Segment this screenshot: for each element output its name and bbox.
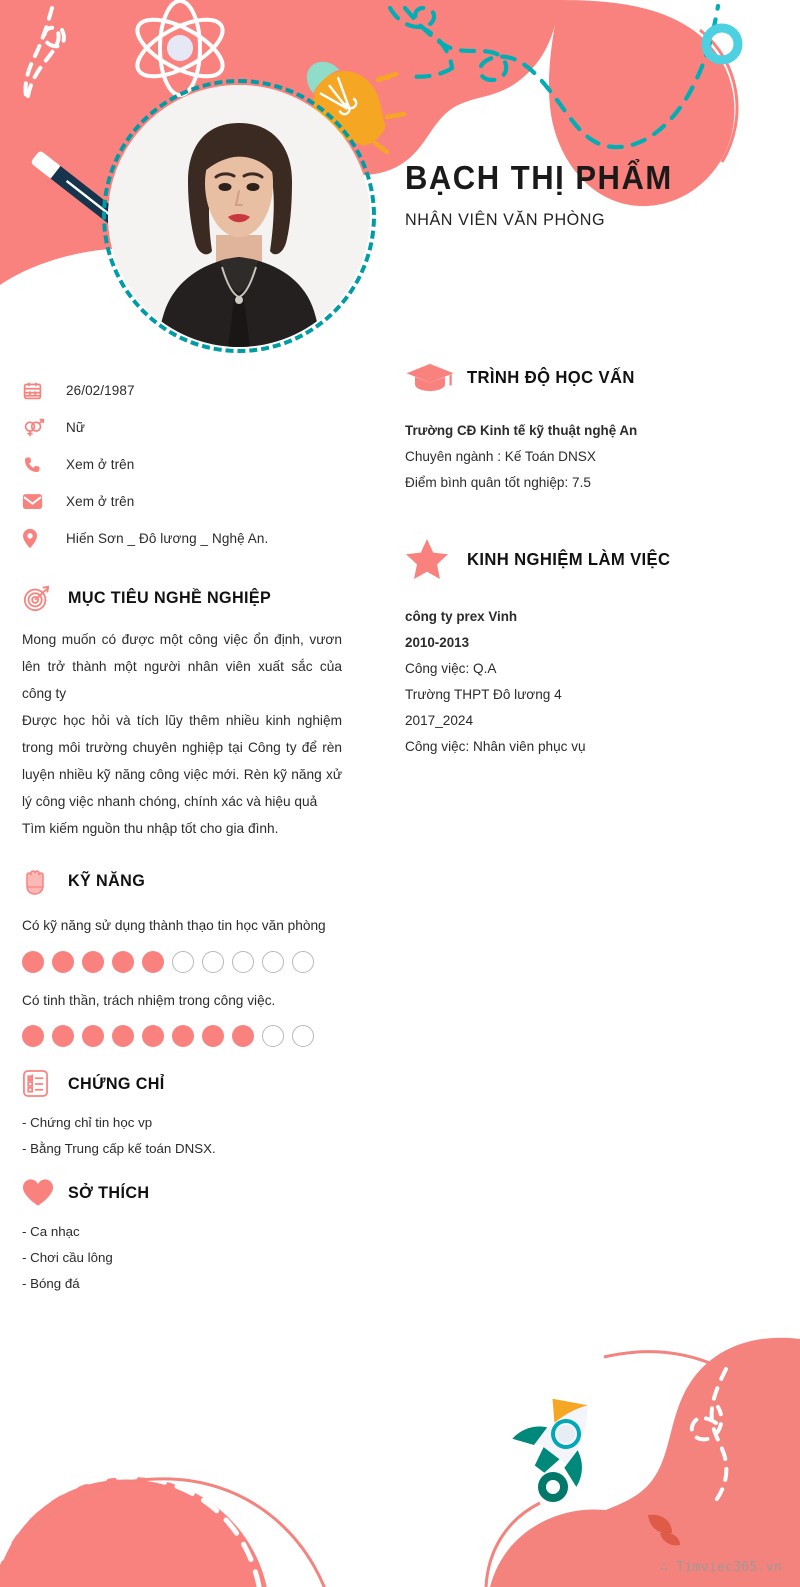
hobbies-list <box>22 1219 342 1297</box>
footer-decoration <box>0 1287 800 1587</box>
rating-dot <box>52 1025 74 1047</box>
list-item: - Ca nhạc <box>22 1224 80 1239</box>
star-icon <box>405 538 467 580</box>
experience-line: Trường THPT Đô lương 4 <box>405 687 562 702</box>
list-item: - Bóng đá <box>22 1276 80 1291</box>
name-block <box>405 160 690 230</box>
page-title: BẠCH THỊ PHẨM <box>405 159 673 196</box>
section-hobbies-header <box>22 1178 342 1207</box>
email-icon <box>22 493 66 510</box>
contact-value: Nữ <box>66 420 85 435</box>
list-item: - Chơi cầu lông <box>22 1250 113 1265</box>
section-title: SỞ THÍCH <box>68 1182 150 1202</box>
contact-value: 26/02/1987 <box>66 383 135 398</box>
experience-line: công ty prex Vinh <box>405 609 518 624</box>
experience-line: 2010-2013 <box>405 635 470 650</box>
objective-paragraph: Được học hỏi và tích lũy thêm nhiều kinh nghiệm trong môi trường chuyên nghiệp tại Công ty để rèn luyện nhiều kỹ năng công việc mới. Rèn kỹ năng xử lý công việc nhanh chóng, chính xác và hiệu quả <box>22 713 342 809</box>
education-line: Trường CĐ Kinh tế kỹ thuật nghệ An <box>405 423 638 438</box>
rating-dot <box>262 1025 284 1047</box>
rating-dot <box>292 1025 314 1047</box>
avatar-image <box>108 85 370 347</box>
experience-line: Công việc: Nhân viên phục vụ <box>405 739 586 754</box>
checklist-icon <box>22 1069 68 1098</box>
rating-dot <box>112 1025 134 1047</box>
target-icon <box>22 583 68 613</box>
list-item: - Chứng chỉ tin học vp <box>22 1115 153 1130</box>
calendar-icon <box>22 380 66 401</box>
hand-icon <box>22 866 68 896</box>
contact-value: Xem ở trên <box>66 494 135 509</box>
contact-list <box>22 372 342 557</box>
education-line: Điểm bình quân tốt nghiệp: 7.5 <box>405 475 591 490</box>
rating-dot <box>262 951 284 973</box>
rating-dot <box>82 1025 104 1047</box>
contact-value: Hiến Sơn _ Đô lương _ Nghệ An. <box>66 531 269 546</box>
skill-rating <box>22 951 342 973</box>
contact-item-email <box>22 483 342 520</box>
rating-dot <box>292 951 314 973</box>
rating-dot <box>172 951 194 973</box>
experience-body <box>405 604 775 760</box>
contact-item-gender <box>22 409 342 446</box>
rating-dot <box>52 951 74 973</box>
education-body <box>405 418 775 496</box>
section-skills-header <box>22 866 342 896</box>
watermark: ∴ Timviec365.vn <box>660 1560 782 1575</box>
rating-dot <box>172 1025 194 1047</box>
contact-item-address <box>22 520 342 557</box>
skill-rating <box>22 1025 342 1047</box>
section-title: KỸ NĂNG <box>68 871 146 890</box>
objective-body <box>22 626 342 842</box>
contact-item-birthdate <box>22 372 342 409</box>
rating-dot <box>202 951 224 973</box>
rating-dot <box>112 951 134 973</box>
graduation-cap-icon <box>405 362 467 392</box>
right-column <box>405 362 775 760</box>
certificates-list <box>22 1110 342 1162</box>
experience-line: Công việc: Q.A <box>405 661 497 676</box>
skill-label: Có kỹ năng sử dụng thành thạo tin học văn phòng <box>22 918 326 933</box>
rating-dot <box>142 951 164 973</box>
rating-dot <box>202 1025 224 1047</box>
experience-line: 2017_2024 <box>405 713 474 728</box>
section-experience-header <box>405 538 775 580</box>
phone-icon <box>22 455 66 475</box>
rating-dot <box>232 1025 254 1047</box>
section-title: TRÌNH ĐỘ HỌC VẤN <box>467 366 635 387</box>
location-icon <box>22 528 66 549</box>
avatar <box>108 85 370 347</box>
job-title: NHÂN VIÊN VĂN PHÒNG <box>405 210 606 230</box>
objective-paragraph: Tìm kiếm nguồn thu nhập tốt cho gia đình. <box>22 821 279 836</box>
rating-dot <box>232 951 254 973</box>
education-line: Chuyên ngành : Kế Toán DNSX <box>405 449 596 464</box>
teal-ring-icon <box>542 1476 564 1498</box>
section-title: CHỨNG CHỈ <box>68 1073 165 1093</box>
skill-label: Có tinh thần, trách nhiệm trong công việc. <box>22 993 276 1008</box>
gender-icon <box>22 417 66 438</box>
section-education-header <box>405 362 775 392</box>
rating-dot <box>82 951 104 973</box>
list-item: - Bằng Trung cấp kế toán DNSX. <box>22 1141 216 1156</box>
contact-value: Xem ở trên <box>66 457 135 472</box>
objective-paragraph: Mong muốn có được một công việc ổn định, vươn lên trở thành một người nhân viên xuất sắc của công ty <box>22 632 342 701</box>
section-objective-header <box>22 583 342 613</box>
rating-dot <box>142 1025 164 1047</box>
heart-icon <box>22 1178 68 1207</box>
contact-item-phone <box>22 446 342 483</box>
section-title: KINH NGHIỆM LÀM VIỆC <box>467 548 671 569</box>
rating-dot <box>22 1025 44 1047</box>
section-title: MỤC TIÊU NGHỀ NGHIỆP <box>68 588 272 607</box>
left-column <box>22 372 342 1297</box>
rating-dot <box>22 951 44 973</box>
section-certificates-header <box>22 1069 342 1098</box>
